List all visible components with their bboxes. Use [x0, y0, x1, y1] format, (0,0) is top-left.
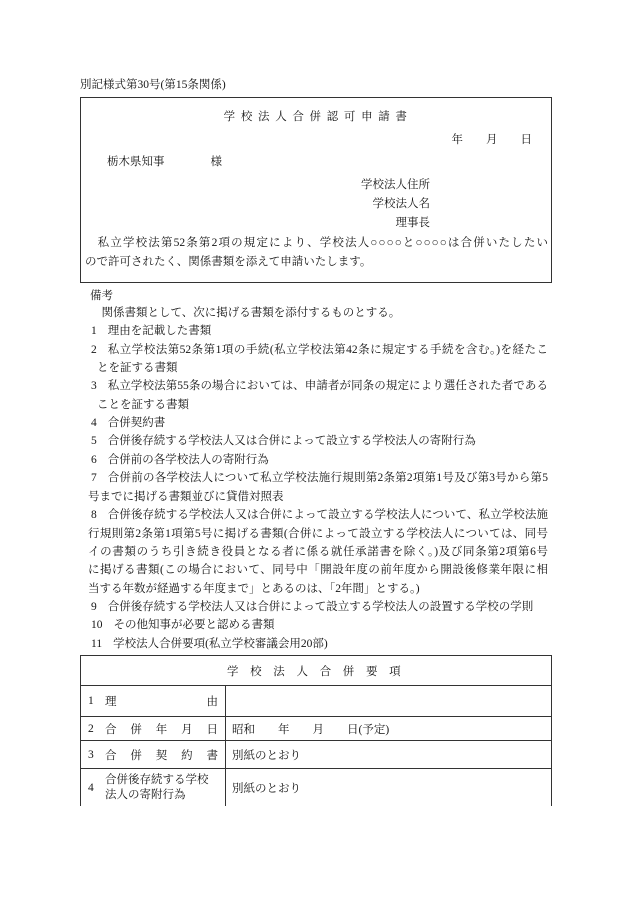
row-number: 2: [88, 722, 94, 735]
note-item-number: 2: [91, 344, 97, 356]
note-item-text: その他知事が必要と認める書類: [113, 619, 275, 631]
date-line: 年 月 日: [451, 134, 532, 146]
note-item-text: 合併契約書: [107, 417, 166, 429]
note-item-number: 6: [91, 454, 97, 466]
row-label: 合 併 契 約 書: [105, 749, 218, 762]
table-row: [81, 741, 551, 769]
applicant-name-label: 学校法人名: [372, 198, 430, 210]
table-title: 学 校 法 人 合 併 要 項: [226, 665, 406, 678]
note-item: [91, 469, 548, 487]
note-item-continuation: ことを証する書類: [97, 399, 189, 411]
note-item-number: 11: [91, 638, 103, 650]
table-label-cell: [81, 741, 226, 768]
table-value-cell: 別紙のとおり: [232, 749, 301, 762]
row-label: 合 併 年 月 日: [105, 723, 218, 736]
table-label-cell: [81, 686, 226, 716]
note-item: [91, 598, 548, 616]
note-item-number: 7: [91, 472, 97, 484]
table-label-cell: [81, 769, 226, 806]
note-item: [91, 414, 548, 432]
note-item: [91, 377, 548, 395]
row-number: 4: [88, 781, 94, 794]
note-item-continuation: イの書類のうち引き続き役員となる者に係る就任承諾書を除く。)及び同条第2項第6号: [88, 546, 548, 558]
note-item-number: 3: [91, 380, 97, 392]
row-label-line: 法人の寄附行為: [105, 788, 186, 801]
note-item-continuation: 当する年数が経過する年度まで」とあるのは、「2年間」とする。): [88, 583, 420, 595]
note-item-text: 合併後存続する学校法人又は合併によって設立する学校法人について、私立学校法施: [107, 509, 548, 521]
row-number: 1: [88, 695, 94, 707]
note-item-text: 私立学校法第55条の場合においては、申請者が同条の規定により選任された者である: [107, 380, 548, 392]
note-item: [91, 432, 548, 450]
notes-heading: 備考: [90, 290, 113, 302]
table-row: [81, 686, 551, 717]
row-label: [105, 773, 218, 803]
row-label: 理 由: [105, 696, 218, 708]
application-body-line: 私立学校法第52条第2項の規定により、学校法人○○○○と○○○○は合併いたしたい: [85, 237, 548, 249]
note-item-text: 学校法人合併要項(私立学校審議会用20部): [113, 638, 328, 650]
note-item-text: 私立学校法第52条第1項の手続(私立学校法第42条に規定する手続を含む。)を経たこ: [107, 344, 548, 356]
note-item-number: 9: [91, 601, 97, 613]
application-body-line: ので許可されたく、関係書類を添えて申請いたします。: [85, 256, 372, 268]
merger-summary-table: [80, 655, 552, 806]
note-item-continuation: に掲げる書類(この場合において、同号中「開設年度の前年度から開設後修業年限に相: [88, 564, 548, 576]
note-item-continuation: 号までに掲げる書類並びに貸借対照表: [88, 491, 284, 503]
table-header-row: [81, 656, 551, 686]
form-title: 学 校 法 人 合 併 認 可 申 請 書: [223, 111, 409, 123]
note-item: [91, 451, 548, 469]
note-item-number: 1: [91, 325, 97, 337]
note-item-number: 8: [91, 509, 97, 521]
table-value-cell: 昭和 年 月 日(予定): [232, 723, 390, 736]
note-item-text: 理由を記載した書類: [107, 325, 212, 337]
note-item: [91, 635, 548, 653]
note-item: [91, 322, 548, 340]
note-item-number: 10: [91, 619, 103, 631]
note-item: [91, 506, 548, 524]
note-item-continuation: とを証する書類: [97, 362, 178, 374]
form-id: 別記様式第30号(第15条関係): [80, 79, 226, 91]
note-item-text: 合併前の各学校法人の寄附行為: [107, 454, 269, 466]
notes-intro: 関係書類として、次に掲げる書類を添付するものとする。: [90, 307, 401, 319]
addressee: 栃木県知事 様: [107, 156, 222, 168]
table-row: [81, 769, 551, 806]
note-item: [91, 341, 548, 359]
chairman-label: 理事長: [395, 217, 430, 229]
applicant-address-label: 学校法人住所: [361, 179, 430, 191]
note-item-text: 合併後存続する学校法人又は合併によって設立する学校法人の設置する学校の学則: [107, 601, 534, 613]
note-item-number: 5: [91, 435, 97, 447]
note-item-text: 合併後存続する学校法人又は合併によって設立する学校法人の寄附行為: [107, 435, 476, 447]
row-label-line: 合併後存続する学校: [105, 773, 209, 786]
table-row: [81, 717, 551, 741]
note-item-text: 合併前の各学校法人について私立学校法施行規則第2条第2項第1号及び第3号から第5: [107, 472, 548, 484]
table-label-cell: [81, 717, 226, 740]
note-item: [91, 616, 548, 634]
table-value-cell: 別紙のとおり: [232, 782, 301, 795]
note-item-number: 4: [91, 417, 97, 429]
table-value-cell: [226, 686, 551, 716]
note-item-continuation: 行規則第2条第1項第5号に掲げる書類(合併によって設立する学校法人については、同号: [88, 528, 548, 540]
row-number: 3: [88, 748, 94, 761]
